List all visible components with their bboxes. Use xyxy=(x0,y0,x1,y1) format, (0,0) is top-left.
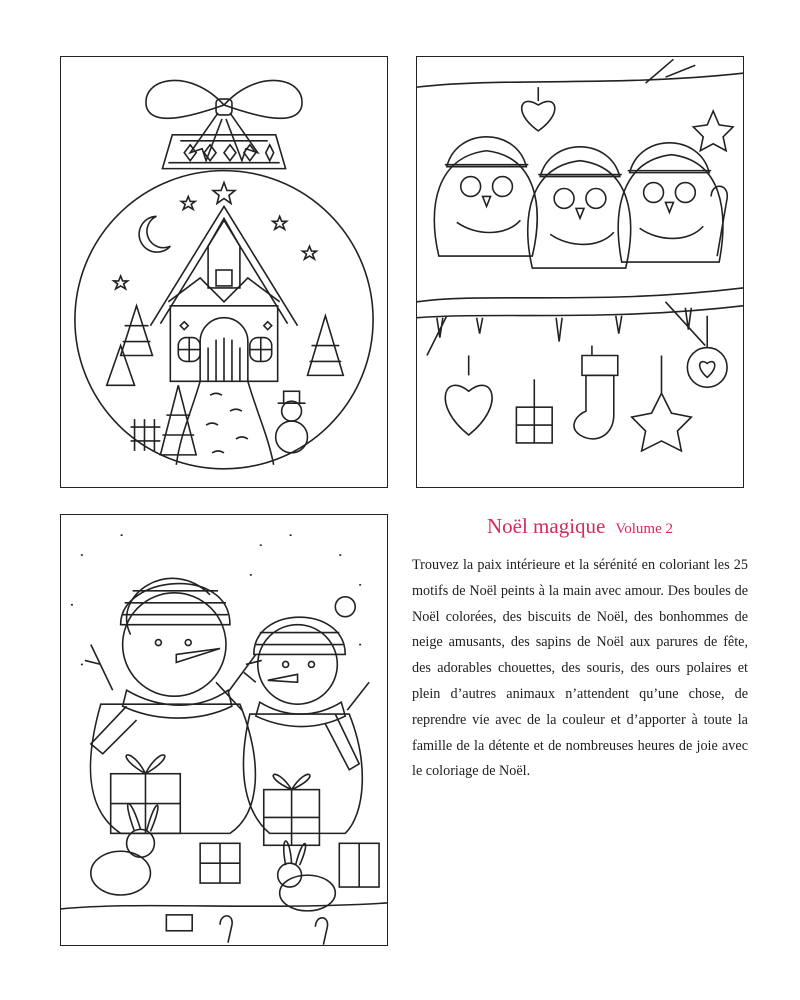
ornament-gingerbread-illustration xyxy=(61,57,387,487)
coloring-page-snowmen xyxy=(60,514,388,946)
book-description: Trouvez la paix intérieure et la sérénité en coloriant les 25 motifs de Noël peints à la main avec amour. Des boules de Noël colorées, des biscuits de Noël, des bonhommes de neige amusants, des sapins de Noël aux parures de fête, des adorables chouettes, des souris, des ours polaires et plein d’autres animaux n’attendent qu’une chose, de reprendre vie avec de la couleur et d’apporter à toute la famille de la détente et de nombreuses heures de joie avec le coloriage de Noël. xyxy=(412,557,748,780)
book-volume: Volume 2 xyxy=(615,521,674,537)
snowmen-presents-illustration xyxy=(61,515,387,945)
book-title-row xyxy=(412,514,748,539)
owls-on-branch-illustration xyxy=(417,57,743,487)
coloring-page-owls xyxy=(416,56,744,488)
coloring-page-ornament xyxy=(60,56,388,488)
book-title: Noël magique xyxy=(486,514,606,538)
book-description-block xyxy=(412,514,748,785)
